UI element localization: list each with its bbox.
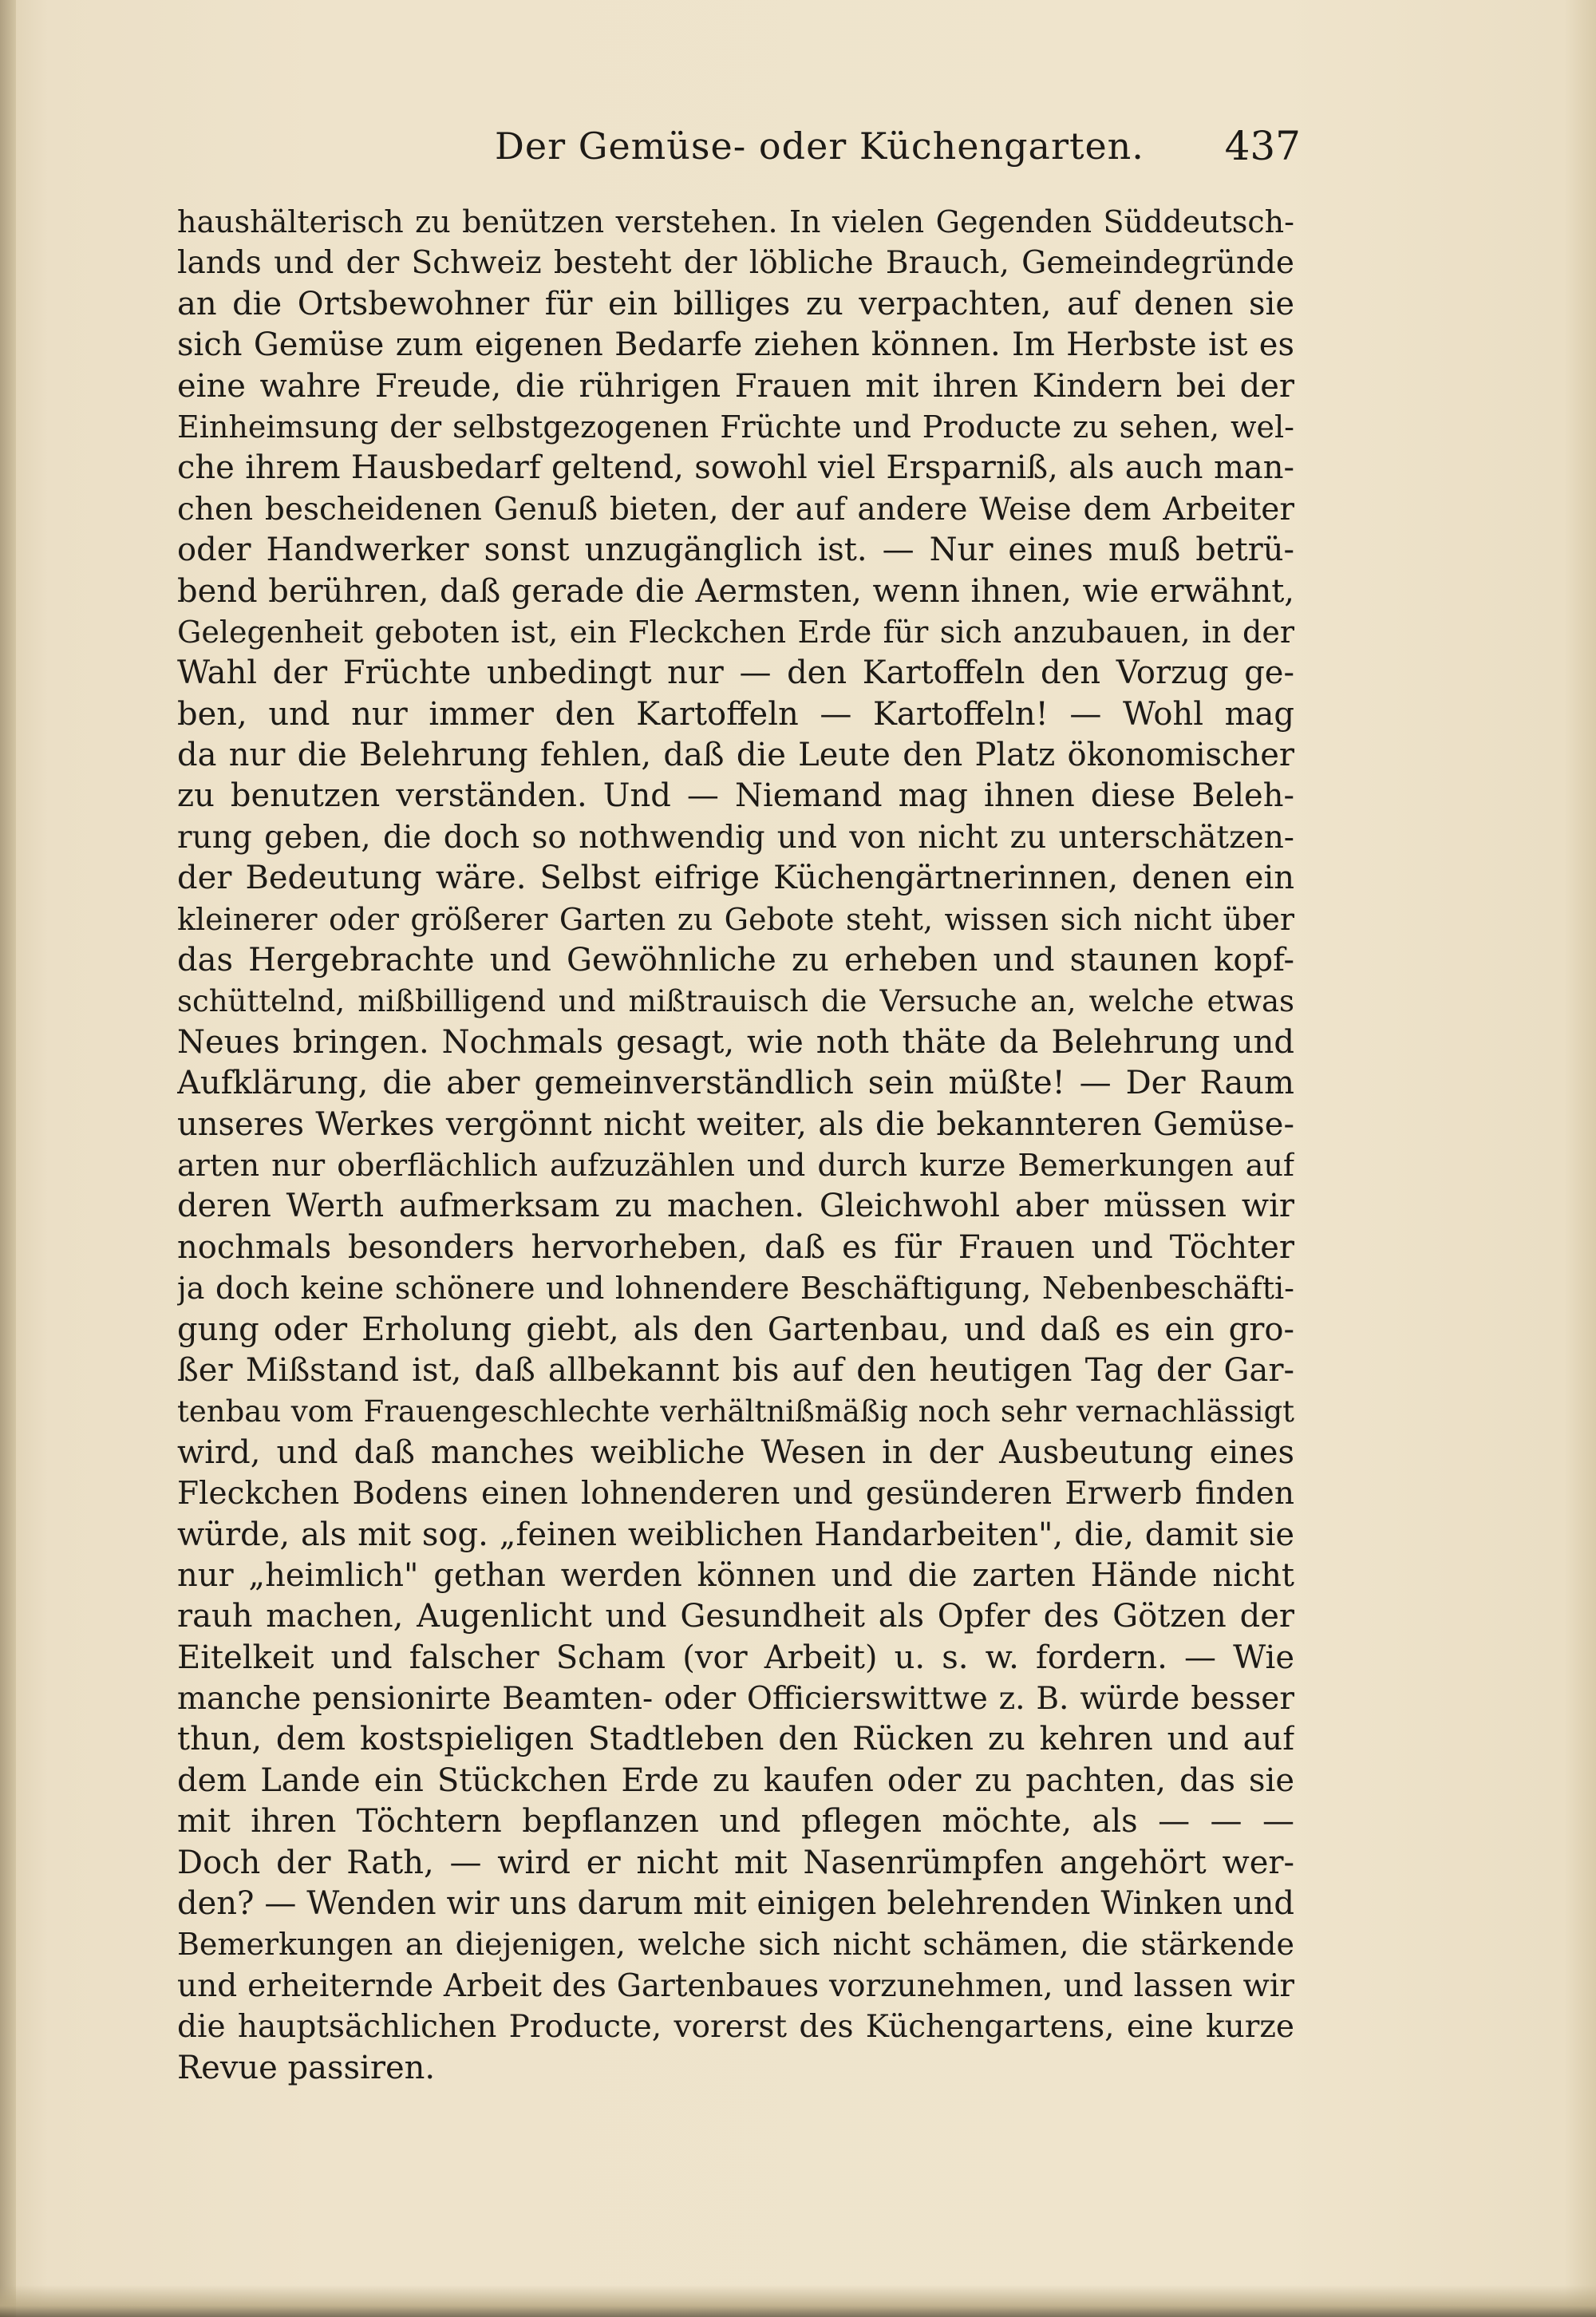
text-line: unseres Werkes vergönnt nicht weiter, als die bekannteren Gemüse- (177, 1105, 1294, 1143)
text-line: Bemerkungen an diejenigen, welche sich nicht schämen, die stärkende (177, 1927, 1294, 1963)
text-line: dem Lande ein Stückchen Erde zu kaufen oder zu pachten, das sie (177, 1761, 1294, 1799)
body-text (177, 202, 1294, 2089)
text-line: Fleckchen Bodens einen lohnenderen und gesünderen Erwerb finden (177, 1476, 1294, 1512)
text-line: zu benutzen verständen. Und — Niemand mag ihnen diese Beleh- (177, 777, 1294, 815)
text-line: Einheimsung der selbstgezogenen Früchte und Producte zu sehen, wel- (177, 409, 1294, 445)
text-line: und erheiternde Arbeit des Gartenbaues vorzunehmen, und lassen wir (177, 1967, 1294, 2004)
text-line: mit ihren Töchtern bepflanzen und pflegen möchte, als — — — (177, 1803, 1294, 1841)
text-line: rauh machen, Augenlicht und Gesundheit als Opfer des Götzen der (177, 1598, 1294, 1635)
text-line: che ihrem Hausbedarf geltend, sowohl viel Ersparniß, als auch man- (177, 449, 1294, 487)
text-line: sich Gemüse zum eigenen Bedarfe ziehen können. Im Herbste ist es (177, 326, 1294, 364)
text-line: Gelegenheit geboten ist, ein Fleckchen Erde für sich anzubauen, in der (177, 614, 1294, 650)
text-line: gung oder Erholung giebt, als den Gartenbau, und daß es ein gro- (177, 1311, 1294, 1348)
text-line: arten nur oberflächlich aufzuzählen und durch kurze Bemerkungen auf (177, 1147, 1294, 1183)
text-line: Neues bringen. Nochmals gesagt, wie noth thäte da Belehrung und (177, 1023, 1294, 1061)
text-line: bend berühren, daß gerade die Aermsten, wenn ihnen, wie erwähnt, (177, 572, 1294, 610)
running-title: Der Gemüse- oder Küchengarten. (495, 125, 1144, 168)
text-line-last: Revue passiren. (177, 2049, 436, 2086)
book-spine-shadow (0, 0, 16, 2317)
page-bottom-edge (0, 2285, 1596, 2317)
text-line: der Bedeutung wäre. Selbst eifrige Küchengärtnerinnen, denen ein (177, 860, 1294, 897)
text-line: oder Handwerker sonst unzugänglich ist. — Nur eines muß betrü- (177, 532, 1294, 569)
text-line: Doch der Rath, — wird er nicht mit Nasenrümpfen angehört wer- (177, 1844, 1294, 1881)
text-line: wird, und daß manches weibliche Wesen in der Ausbeutung eines (177, 1433, 1294, 1471)
text-line: Eitelkeit und falscher Scham (vor Arbeit) u. s. w. fordern. — Wie (177, 1639, 1294, 1676)
text-line: da nur die Belehrung fehlen, daß die Leute den Platz ökonomischer (177, 737, 1294, 774)
text-line: deren Werth aufmerksam zu machen. Gleichwohl aber müssen wir (177, 1188, 1294, 1225)
text-line: den? — Wenden wir uns darum mit einigen belehrenden Winken und (177, 1885, 1294, 1923)
page-number: 437 (1224, 123, 1301, 169)
text-line: ben, und nur immer den Kartoffeln — Kartoffeln! — Wohl mag (177, 695, 1294, 733)
text-line: die hauptsächlichen Producte, vorerst des Küchengartens, eine kurze (177, 2009, 1294, 2046)
page-header (168, 118, 1301, 174)
text-line: würde, als mit sog. „feinen weiblichen Handarbeiten", die, damit sie (177, 1516, 1294, 1553)
text-line: kleinerer oder größerer Garten zu Gebote steht, wissen sich nicht über (177, 901, 1294, 937)
text-line: nochmals besonders hervorheben, daß es für Frauen und Töchter (177, 1228, 1294, 1266)
text-line: chen bescheidenen Genuß bieten, der auf andere Weise dem Arbeiter (177, 491, 1294, 528)
text-line: thun, dem kostspieligen Stadtleben den Rücken zu kehren und auf (177, 1721, 1294, 1758)
text-line: an die Ortsbewohner für ein billiges zu verpachten, auf denen sie (177, 285, 1294, 322)
text-line: haushälterisch zu benützen verstehen. In vielen Gegenden Süddeutsch- (177, 204, 1294, 239)
text-line: schüttelnd, mißbilligend und mißtrauisch die Versuche an, welche etwas (177, 984, 1294, 1019)
text-line: manche pensionirte Beamten- oder Officierswittwe z. B. würde besser (177, 1681, 1294, 1718)
text-line: eine wahre Freude, die rührigen Frauen mit ihren Kindern bei der (177, 367, 1294, 405)
text-line: ßer Mißstand ist, daß allbekannt bis auf den heutigen Tag der Gar- (177, 1351, 1294, 1389)
text-line: lands und der Schweiz besteht der löbliche Brauch, Gemeindegründe (177, 245, 1294, 282)
text-line: Aufklärung, die aber gemeinverständlich sein müßte! — Der Raum (177, 1065, 1294, 1102)
text-line: nur „heimlich" gethan werden können und die zarten Hände nicht (177, 1556, 1294, 1594)
text-line: rung geben, die doch so nothwendig und von nicht zu unterschätzen- (177, 819, 1294, 856)
text-line: tenbau vom Frauengeschlechte verhältnißmäßig noch sehr vernachlässigt (177, 1394, 1294, 1429)
text-line: ja doch keine schönere und lohnendere Beschäftigung, Nebenbeschäfti- (177, 1271, 1294, 1307)
text-line: Wahl der Früchte unbedingt nur — den Kartoffeln den Vorzug ge- (177, 654, 1294, 692)
text-line: das Hergebrachte und Gewöhnliche zu erheben und staunen kopf- (177, 942, 1294, 979)
